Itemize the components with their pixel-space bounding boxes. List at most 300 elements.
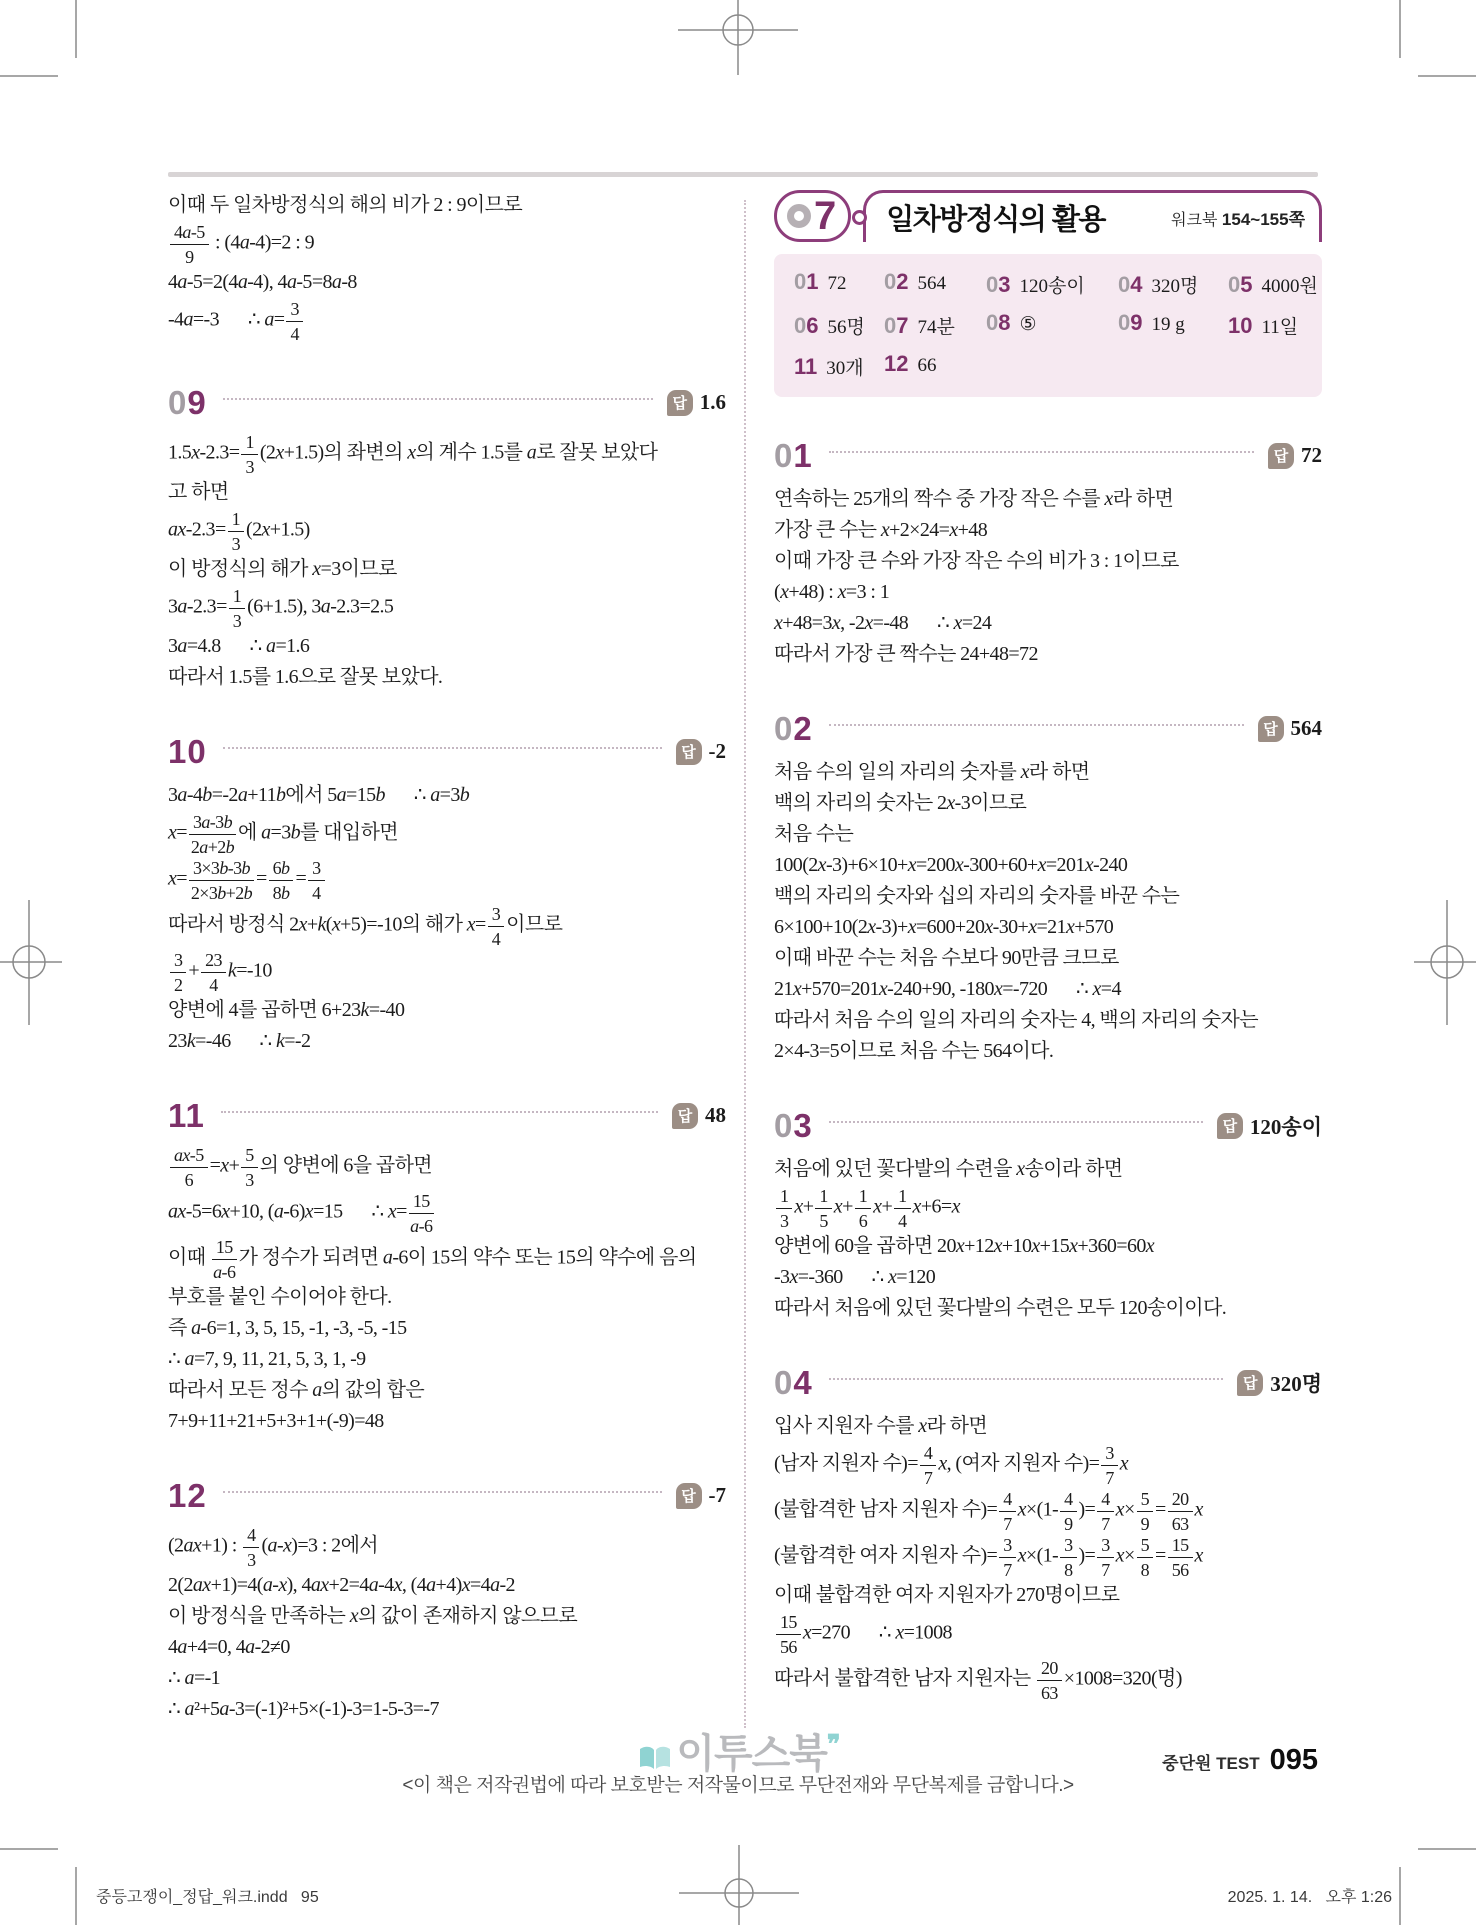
fraction <box>1060 1489 1076 1533</box>
register-mark-left-middle <box>0 900 62 1025</box>
answer-summary-value: 74분 <box>917 317 955 338</box>
fraction-denominator: 4 <box>491 929 501 949</box>
fraction <box>308 858 324 902</box>
fraction-numerator: 4 <box>243 1525 259 1548</box>
problem-number <box>168 1479 207 1512</box>
number-leading-zero: 0 <box>1228 272 1241 297</box>
fraction-numerator: 1 <box>855 1186 871 1209</box>
answer-badge: 답 <box>672 1103 698 1129</box>
problem-header <box>168 386 726 419</box>
solution-line: 23k=-46 ∴ k=-2 <box>168 1030 311 1052</box>
workbook-label: 워크북 <box>1171 212 1218 229</box>
fraction-numerator: 1 <box>241 432 257 455</box>
top-rule <box>168 172 1318 177</box>
solution-line: 즉 a-6=1, 3, 5, 15, -1, -3, -5, -15 <box>168 1317 407 1339</box>
fraction <box>229 586 245 630</box>
section-connector-dot-icon <box>852 210 867 225</box>
answer-summary-number <box>986 274 1011 296</box>
answer-summary-number <box>1228 274 1253 296</box>
fraction-numerator: 3 <box>170 950 186 973</box>
crop-mark-top-right <box>1400 0 1476 76</box>
fraction-numerator: 1 <box>229 586 245 609</box>
answer-badge: 답 <box>1258 716 1284 742</box>
answer-summary-value: 19 g <box>1151 314 1185 335</box>
fraction-numerator: 1 <box>894 1186 910 1209</box>
answer-summary-value: 564 <box>917 273 946 294</box>
solution-body <box>774 484 1322 670</box>
solution-line: ∴ a=-1 <box>168 1667 221 1689</box>
number-digit: 8 <box>998 310 1011 335</box>
fraction <box>1060 1535 1076 1579</box>
fraction-denominator: 2a+2b <box>190 837 235 857</box>
fraction <box>241 1145 257 1189</box>
answer-summary-number <box>794 315 819 337</box>
answer <box>1258 716 1323 742</box>
fraction-denominator: 3 <box>247 1550 256 1570</box>
fraction <box>1097 1535 1113 1579</box>
fraction-denominator: 4 <box>290 324 299 344</box>
register-mark-bottom-center <box>679 1845 799 1925</box>
solution-line: x= $\frac{3\times 3b-3b}{2\times 3b+2b}$ = $\frac{6b}{8b}$ = $\frac{3}{4}$ <box>168 857 726 903</box>
number-digit: 4 <box>1130 272 1143 297</box>
fraction-denominator: 56 <box>1171 1560 1189 1580</box>
fraction <box>286 299 302 343</box>
fraction-denominator: 8b <box>272 883 290 903</box>
answer-summary-value: 30개 <box>826 358 864 379</box>
fraction <box>189 858 254 902</box>
fraction <box>170 1145 208 1189</box>
answer-summary-value: 66 <box>917 355 937 376</box>
fraction-denominator: 3 <box>231 534 241 554</box>
logo-quote-mark-icon: ❜❜ <box>826 1729 838 1759</box>
number-digit: 10 <box>168 733 207 770</box>
number-digit: 2 <box>793 710 813 747</box>
solution-body <box>168 1524 726 1725</box>
fraction-numerator: 3 <box>1101 1443 1117 1466</box>
fraction-numerator: ax-5 <box>170 1145 208 1168</box>
answer-value: 120송이 <box>1249 1114 1322 1139</box>
problem-number <box>774 712 813 745</box>
fraction <box>1168 1535 1193 1579</box>
problem-block <box>774 1366 1322 1703</box>
solution-line: 처음에 있던 꽃다발의 수련을 x송이라 하면 <box>774 1158 1123 1180</box>
section-header <box>774 190 1322 244</box>
solution-line: 따라서 방정식 2x+k(x+5)=-10의 해가 x= $\frac{3}{4}$ 이므로 <box>168 904 563 949</box>
answer-summary-number <box>884 271 909 293</box>
solution-line: ax-5=6x+10, (a-6)x=15 ∴ x= $\frac{15}{a-6}$ <box>168 1191 433 1236</box>
answer <box>1217 1111 1322 1141</box>
problem-header <box>168 1099 726 1132</box>
fraction-denominator: 3 <box>780 1211 789 1231</box>
number-leading-zero: 0 <box>774 1364 794 1401</box>
answer-summary-value: 120송이 <box>1019 276 1085 297</box>
solution-line: 2(2ax+1)=4(a-x), 4ax+2=4a-4x, (4a+4)x=4a-2 <box>168 1574 515 1596</box>
number-digit: 1 <box>793 437 813 474</box>
publisher-logo-text: 이투스북 <box>676 1732 827 1776</box>
fraction-numerator: 3 <box>488 904 504 927</box>
solution-line: 따라서 가장 큰 짝수는 24+48=72 <box>774 643 1038 665</box>
solution-line: ∴ a=7, 9, 11, 21, 5, 3, 1, -9 <box>168 1348 366 1370</box>
fraction-denominator: 63 <box>1040 1683 1058 1703</box>
problem-number <box>168 735 207 768</box>
solution-line: 2×4-3=5이므로 처음 수는 564이다. <box>774 1040 1054 1062</box>
answer-summary-item <box>884 312 986 339</box>
leader-dotted-line <box>829 450 1254 453</box>
fraction-denominator: 6 <box>184 1170 193 1190</box>
number-leading-zero: 0 <box>884 269 897 294</box>
left-problem-list <box>168 386 726 1725</box>
fraction <box>1037 1658 1062 1702</box>
fraction-denominator: 7 <box>1101 1560 1110 1580</box>
number-leading-zero: 0 <box>168 384 188 421</box>
fraction <box>189 812 236 856</box>
problem-header <box>774 1366 1322 1399</box>
solution-line: (2ax+1) : $\frac{4}{3}$ (a-x)=3 : 2에서 <box>168 1525 379 1570</box>
solution-line: 따라서 처음 수의 일의 자리의 숫자는 4, 백의 자리의 숫자는 <box>774 1009 1258 1031</box>
problem-header <box>168 1479 726 1512</box>
answer-summary-value: 320명 <box>1151 276 1199 297</box>
solution-line: $\frac{15}{56}$ x=270 ∴ x=1008 <box>774 1611 1322 1657</box>
problem-block <box>774 439 1322 670</box>
solution-line: ∴ a²+5a-3=(-1)²+5×(-1)-3=1-5-3=-7 <box>168 1698 439 1720</box>
number-digit: 2 <box>896 269 909 294</box>
answer-value: 72 <box>1301 443 1322 467</box>
fraction-numerator: 5 <box>241 1145 257 1168</box>
fraction <box>776 1186 792 1230</box>
solution-line: 부호를 붙인 수이어야 한다. <box>168 1286 392 1308</box>
number-digit: 9 <box>1130 310 1143 335</box>
book-icon <box>638 1745 672 1771</box>
copyright-notice: <이 책은 저작권법에 따라 보호받는 저작물이므로 무단전재와 무단복제를 금합니다.> <box>402 1775 1074 1796</box>
answer-summary-item <box>1118 312 1228 339</box>
answer-summary-number <box>794 356 817 378</box>
register-mark-right-middle <box>1414 900 1476 1025</box>
fraction <box>776 1612 801 1656</box>
solution-line: 3a-4b=-2a+11b에서 5a=15b ∴ a=3b <box>168 784 470 806</box>
fraction-numerator: 1 <box>776 1186 792 1209</box>
fraction-numerator: 20 <box>1037 1658 1062 1681</box>
print-timestamp: 2025. 1. 14. 오후 1:26 <box>1227 1889 1392 1906</box>
solution-line: (남자 지원자 수)= $\frac{4}{7}$ x, (여자 지원자 수)= $\frac{3}{7}$ x <box>774 1443 1129 1488</box>
solution-line: -3x=-360 ∴ x=120 <box>774 1266 936 1288</box>
crop-mark-bottom-right <box>1400 1849 1476 1925</box>
answer-summary-box <box>774 254 1322 397</box>
answer-summary-item <box>794 271 884 298</box>
right-problem-list <box>774 439 1322 1703</box>
fraction-denominator: a-6 <box>213 1262 236 1282</box>
leader-dotted-line <box>223 397 653 400</box>
number-digit: 11 <box>168 1097 205 1134</box>
fraction-numerator: 20 <box>1168 1489 1193 1512</box>
problem-block <box>168 735 726 1057</box>
number-leading-zero: 0 <box>774 437 794 474</box>
problem-number <box>774 1109 813 1142</box>
number-digit: 5 <box>1240 272 1253 297</box>
answer-summary-number <box>884 315 909 337</box>
solution-line: 입사 지원자 수를 x라 하면 <box>774 1415 988 1437</box>
answer-summary-number <box>794 271 819 293</box>
fraction <box>1097 1489 1113 1533</box>
solution-body <box>168 780 726 1057</box>
answer-summary-number <box>986 312 1011 334</box>
number-leading-zero: 0 <box>986 310 999 335</box>
answer-summary-number <box>1118 312 1143 334</box>
solution-line: 이때 두 일차방정식의 해의 비가 2 : 9이므로 <box>168 194 523 216</box>
right-column <box>774 190 1322 1703</box>
number-digit: 1 <box>806 269 819 294</box>
answer-summary-item <box>986 271 1118 298</box>
fraction-denominator: 7 <box>1105 1468 1114 1488</box>
solution-line: 4a-5=2(4a-4), 4a-5=8a-8 <box>168 271 357 293</box>
fraction-denominator: a-6 <box>410 1216 433 1236</box>
number-leading-zero: 0 <box>774 1107 794 1144</box>
solution-line: 가장 큰 수는 x+2×24=x+48 <box>774 519 988 541</box>
fraction <box>243 1525 259 1569</box>
answer-badge: 답 <box>1217 1113 1243 1139</box>
answer-summary-item <box>794 312 884 339</box>
section-title-box <box>863 190 1322 242</box>
leader-dotted-line <box>829 1377 1223 1380</box>
answer-badge: 답 <box>676 1483 702 1509</box>
fraction-denominator: 3 <box>245 457 254 477</box>
answer <box>676 1483 727 1509</box>
answer-badge: 답 <box>1237 1370 1263 1396</box>
solution-line: x= $\frac{3a-3b}{2a+2b}$ 에 a=3b를 대입하면 <box>168 812 399 857</box>
fraction-numerator: 3a-3b <box>189 812 236 835</box>
solution-line: $\frac{ax-5}{6}$ =x+ $\frac{5}{3}$ 의 양변에 6을 곱하면 <box>168 1144 726 1190</box>
fraction-numerator: 15 <box>776 1612 801 1635</box>
fraction <box>1101 1443 1117 1487</box>
intro-solution <box>168 190 726 344</box>
answer-summary-item <box>884 271 986 298</box>
solution-line: 이때 $\frac{15}{a-6}$ 가 정수가 되려면 a-6이 15의 약수 또는 15의 약수에 음의 <box>168 1237 697 1282</box>
answer-summary-number <box>1228 315 1252 337</box>
answer <box>1237 1368 1322 1398</box>
register-mark-top-center <box>678 0 798 75</box>
answer-summary-value: 4000원 <box>1261 276 1318 297</box>
answer <box>672 1103 726 1129</box>
number-digit: 9 <box>187 384 207 421</box>
fraction-denominator: 4 <box>312 883 321 903</box>
problem-number <box>168 386 207 419</box>
solution-line: 양변에 60을 곱하면 20x+12x+10x+15x+360=60x <box>774 1235 1155 1257</box>
number-leading-zero: 0 <box>1118 310 1131 335</box>
answer-badge: 답 <box>667 390 693 416</box>
fraction-numerator: 3 <box>999 1535 1015 1558</box>
number-digit: 3 <box>998 272 1011 297</box>
fraction-denominator: 4 <box>209 975 218 995</box>
solution-line: $\frac{1}{3}$ x+ $\frac{1}{5}$ x+ $\frac{1}{6}$ x+ $\frac{1}{4}$ x+6=x <box>774 1185 1322 1231</box>
section-number-badge <box>774 190 851 242</box>
fraction-denominator: 6 <box>858 1211 868 1231</box>
leader-dotted-line <box>223 746 662 749</box>
fraction-denominator: 63 <box>1171 1514 1189 1534</box>
leader-dotted-line <box>223 1490 662 1493</box>
problem-block <box>774 712 1322 1067</box>
number-leading-zero: 0 <box>986 272 999 297</box>
answer <box>1268 443 1322 469</box>
fraction-denominator: 2 <box>174 975 183 995</box>
solution-line: 이 방정식의 해가 x=3이므로 <box>168 558 397 580</box>
number-digit: 11 <box>794 354 818 379</box>
fraction-numerator: 1 <box>815 1186 831 1209</box>
workbook-pages: 154~155쪽 <box>1221 210 1305 229</box>
fraction-numerator: 3 <box>308 858 324 881</box>
problem-header <box>774 439 1322 472</box>
answer-summary-value: ⑤ <box>1019 314 1037 335</box>
solution-line: 백의 자리의 숫자와 십의 자리의 숫자를 바꾼 수는 <box>774 885 1180 907</box>
fraction <box>269 858 294 902</box>
solution-line: ax-2.3= $\frac{1}{3}$ (2x+1.5) <box>168 509 310 554</box>
page-indicator <box>1162 1744 1318 1777</box>
number-leading-zero: 0 <box>794 269 807 294</box>
answer-badge: 답 <box>676 739 702 765</box>
number-leading-zero: 0 <box>794 313 807 338</box>
answer-summary-item <box>1118 271 1228 298</box>
fraction-numerator: 5 <box>1137 1535 1153 1558</box>
fraction-denominator: 8 <box>1140 1560 1150 1580</box>
solution-line: 21x+570=201x-240+90, -180x=-720 ∴ x=4 <box>774 978 1121 1000</box>
page-indicator-label: 중단원 TEST <box>1162 1754 1260 1773</box>
solution-line: 양변에 4를 곱하면 6+23k=-40 <box>168 999 405 1021</box>
fraction-denominator: 7 <box>923 1468 933 1488</box>
fraction-numerator: 3×3b-3b <box>189 858 254 881</box>
fraction <box>488 904 504 948</box>
fraction-denominator: 56 <box>780 1637 797 1657</box>
fraction-denominator: 2×3b+2b <box>190 883 253 903</box>
section-ring-icon <box>787 204 811 228</box>
answer-summary-item <box>1228 312 1318 339</box>
leader-dotted-line <box>221 1110 658 1113</box>
section-title: 일차방정식의 활용 <box>886 204 1105 236</box>
fraction <box>855 1186 871 1230</box>
fraction-numerator: 4 <box>920 1443 936 1466</box>
solution-line: 백의 자리의 숫자는 2x-3이므로 <box>774 792 1027 814</box>
fraction-denominator: 9 <box>185 247 194 267</box>
solution-line: -4a=-3 ∴ a= $\frac{3}{4}$ <box>168 298 726 344</box>
answer-summary-item <box>986 312 1118 339</box>
fraction-numerator: 23 <box>201 950 226 973</box>
problem-number <box>774 439 813 472</box>
fraction-numerator: 1 <box>228 509 244 532</box>
section-number: 7 <box>814 194 837 238</box>
fraction-denominator: 3 <box>232 611 242 631</box>
fraction <box>894 1186 910 1230</box>
solution-line: (x+48) : x=3 : 1 <box>774 581 890 603</box>
solution-line: 이때 불합격한 여자 지원자가 270명이므로 <box>774 1584 1120 1606</box>
number-leading-zero: 0 <box>1118 272 1131 297</box>
solution-line: 처음 수는 <box>774 823 854 845</box>
fraction-numerator: 4a-5 <box>170 222 209 245</box>
fraction <box>999 1489 1015 1533</box>
answer-summary-value: 72 <box>827 273 847 294</box>
solution-line: $\frac{4a-5}{9}$ : (4a-4)=2 : 9 <box>168 221 726 267</box>
left-column <box>168 190 726 1725</box>
answer-summary-item <box>1228 271 1318 298</box>
fraction-numerator: 3 <box>286 299 302 322</box>
fraction <box>170 950 186 994</box>
solution-line: 이 방정식을 만족하는 x의 값이 존재하지 않으므로 <box>168 1605 578 1627</box>
problem-block <box>168 386 726 693</box>
number-digit: 12 <box>884 351 909 376</box>
fraction-numerator: 3 <box>1060 1535 1076 1558</box>
solution-line: 1.5x-2.3= $\frac{1}{3}$ (2x+1.5)의 좌변의 x의 계수 1.5를 a로 잘못 보았다 <box>168 432 658 477</box>
problem-header <box>168 735 726 768</box>
fraction-numerator: 4 <box>1060 1489 1076 1512</box>
problem-block <box>774 1109 1322 1324</box>
fraction-numerator: 15 <box>212 1237 237 1260</box>
number-digit: 4 <box>793 1364 813 1401</box>
problem-block <box>168 1479 726 1725</box>
fraction <box>201 950 226 994</box>
print-file-info: 중등고쟁이_정답_워크.indd 95 <box>96 1889 319 1906</box>
fraction-numerator: 5 <box>1137 1489 1153 1512</box>
fraction <box>409 1191 434 1235</box>
crop-mark-top-left <box>0 0 76 76</box>
solution-line: 따라서 모든 정수 a의 값의 합은 <box>168 1379 425 1401</box>
solution-line: 3a=4.8 ∴ a=1.6 <box>168 635 310 657</box>
solution-line: 7+9+11+21+5+3+1+(-9)=48 <box>168 1410 384 1432</box>
solution-body <box>168 1144 726 1437</box>
problem-header <box>774 1109 1322 1142</box>
workbook-ref <box>1171 205 1305 230</box>
number-leading-zero: 0 <box>774 710 794 747</box>
answer-summary-value: 11일 <box>1261 317 1299 338</box>
solution-line: 4a+4=0, 4a-2≠0 <box>168 1636 290 1658</box>
problem-number <box>774 1366 813 1399</box>
solution-line: 100(2x-3)+6×10+x=200x-300+60+x=201x-240 <box>774 854 1128 876</box>
fraction <box>212 1237 237 1281</box>
solution-body <box>168 431 726 693</box>
solution-line: x+48=3x, -2x=-48 ∴ x=24 <box>774 612 992 634</box>
page-number: 095 <box>1269 1744 1318 1776</box>
solution-line: 이때 가장 큰 수와 가장 작은 수의 비가 3 : 1이므로 <box>774 550 1179 572</box>
solution-line: 따라서 처음에 있던 꽃다발의 수련은 모두 120송이이다. <box>774 1297 1227 1319</box>
solution-line: (불합격한 여자 지원자 수)= $\frac{3}{7}$ x×(1- $\frac{3}{8}$ )= $\frac{3}{7}$ x× $\frac{5}{8}$ = $\frac{15}{56}$ x <box>774 1535 1203 1580</box>
solution-line: 이때 바꾼 수는 처음 수보다 90만큼 크므로 <box>774 947 1119 969</box>
fraction <box>920 1443 936 1487</box>
fraction-numerator: 15 <box>409 1191 434 1214</box>
fraction-denominator: 3 <box>245 1170 254 1190</box>
answer-badge: 답 <box>1268 443 1294 469</box>
answer-value: 48 <box>705 1103 726 1127</box>
solution-line: 6×100+10(2x-3)+x=600+20x-30+x=21x+570 <box>774 916 1114 938</box>
leader-dotted-line <box>829 723 1244 726</box>
answer-summary-number <box>1118 274 1143 296</box>
fraction <box>1137 1489 1153 1533</box>
leader-dotted-line <box>829 1120 1203 1123</box>
solution-line: 고 하면 <box>168 481 229 503</box>
fraction <box>815 1186 831 1230</box>
fraction-denominator: 7 <box>1003 1560 1012 1580</box>
answer-summary-item <box>884 353 986 380</box>
fraction-numerator: 6b <box>269 858 294 881</box>
solution-line: $\frac{3}{2}$ + $\frac{23}{4}$ k=-10 <box>168 949 726 995</box>
fraction-numerator: 3 <box>1097 1535 1113 1558</box>
solution-line: 따라서 불합격한 남자 지원자는 $\frac{20}{63}$ ×1008=320(명) <box>774 1658 1182 1703</box>
answer-value: 320명 <box>1270 1371 1322 1396</box>
solution-body <box>774 1154 1322 1324</box>
problem-block <box>168 1099 726 1437</box>
answer <box>676 739 727 765</box>
solution-body <box>774 757 1322 1067</box>
number-digit: 7 <box>896 313 909 338</box>
fraction <box>228 509 244 553</box>
number-digit: 6 <box>806 313 819 338</box>
answer-summary-value: 56명 <box>827 317 865 338</box>
problem-header <box>774 712 1322 745</box>
answer-value: 1.6 <box>699 390 726 414</box>
